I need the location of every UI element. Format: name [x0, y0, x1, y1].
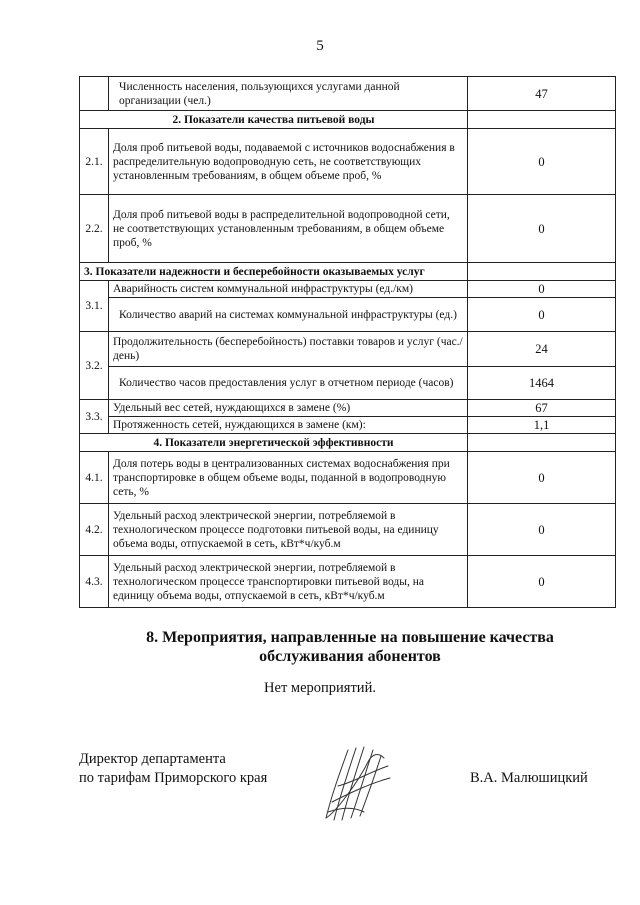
signer-title-line: по тарифам Приморского края: [79, 770, 268, 786]
table-row: [80, 298, 616, 332]
table-row: [80, 281, 616, 298]
row-label-cell: Удельный расход электрической энергии, потребляемой в технологическом процессе транспортировки питьевой воды, на единицу объема воды, отпускаемой в сеть, кВт*ч/куб.м: [109, 556, 468, 608]
row-number-cell: 2.1.: [80, 129, 109, 195]
row-number-cell: [80, 77, 109, 111]
row-label-cell: Количество аварий на системах коммунальной инфраструктуры (ед.): [109, 298, 468, 332]
row-number-cell: 4.1.: [80, 452, 109, 504]
signer-title: [79, 750, 267, 788]
row-value-cell: 1,1: [468, 417, 616, 434]
row-number-cell: 3.3.: [80, 400, 109, 434]
row-label-cell: Аварийность систем коммунальной инфраструктуры (ед./км): [109, 281, 468, 298]
page-number: 5: [316, 38, 324, 54]
table-row: [80, 77, 616, 111]
row-value-cell: 0: [468, 298, 616, 332]
indicators-table: [79, 76, 616, 608]
row-value-cell: 0: [468, 281, 616, 298]
section-8-heading: [80, 628, 620, 666]
row-number-cell: 4.2.: [80, 504, 109, 556]
table-row: [80, 332, 616, 367]
handwritten-signature: [318, 742, 398, 824]
section-title: 4. Показатели энергетической эффективности: [80, 434, 468, 452]
table-row: [80, 556, 616, 608]
row-label-cell: Доля проб питьевой воды в распределительной водопроводной сети, не соответствующих установленным требованиям, в общем объеме проб, %: [109, 195, 468, 263]
section-header-row: [80, 263, 616, 281]
row-number-cell: 3.1.: [80, 281, 109, 332]
row-number-cell: 2.2.: [80, 195, 109, 263]
row-label-cell: Доля проб питьевой воды, подаваемой с источников водоснабжения в распределительную водопроводную сеть, не соответствующих установленным требованиям, в общем объеме проб, %: [109, 129, 468, 195]
row-label-cell: Численность населения, пользующихся услугами данной организации (чел.): [109, 77, 468, 111]
row-value-cell: [468, 111, 616, 129]
section-title: 2. Показатели качества питьевой воды: [80, 111, 468, 129]
row-label-cell: Удельный вес сетей, нуждающихся в замене (%): [109, 400, 468, 417]
row-value-cell: 0: [468, 504, 616, 556]
section-8-text: Нет мероприятий.: [264, 680, 376, 696]
row-value-cell: 0: [468, 195, 616, 263]
signer-title-line: Директор департамента: [79, 751, 226, 767]
table-row: [80, 367, 616, 400]
section-8-heading-line: 8. Мероприятия, направленные на повышение качества: [146, 629, 554, 646]
row-label-cell: Количество часов предоставления услуг в отчетном периоде (часов): [109, 367, 468, 400]
row-value-cell: 24: [468, 332, 616, 367]
row-value-cell: 47: [468, 77, 616, 111]
signer-name: В.А. Малюшицкий: [470, 770, 588, 786]
row-value-cell: [468, 263, 616, 281]
table-row: [80, 452, 616, 504]
row-value-cell: 67: [468, 400, 616, 417]
section-header-row: [80, 434, 616, 452]
row-value-cell: 0: [468, 129, 616, 195]
row-value-cell: 0: [468, 452, 616, 504]
table-row: [80, 400, 616, 417]
row-label-cell: Продолжительность (бесперебойность) поставки товаров и услуг (час./день): [109, 332, 468, 367]
table-row: [80, 129, 616, 195]
table-row: [80, 195, 616, 263]
section-8-heading-line: обслуживания абонентов: [259, 648, 441, 665]
table-row: [80, 504, 616, 556]
table-row: [80, 417, 616, 434]
row-label-cell: Протяженность сетей, нуждающихся в замене (км):: [109, 417, 468, 434]
row-value-cell: [468, 434, 616, 452]
row-number-cell: 3.2.: [80, 332, 109, 400]
row-label-cell: Удельный расход электрической энергии, потребляемой в технологическом процессе подготовки питьевой воды, на единицу объема воды, отпускаемой в сеть, кВт*ч/куб.м: [109, 504, 468, 556]
section-title: 3. Показатели надежности и бесперебойности оказываемых услуг: [80, 263, 468, 281]
row-value-cell: 0: [468, 556, 616, 608]
row-label-cell: Доля потерь воды в централизованных системах водоснабжения при транспортировке в общем объеме воды, поданной в водопроводную сеть, %: [109, 452, 468, 504]
section-header-row: [80, 111, 616, 129]
row-value-cell: 1464: [468, 367, 616, 400]
row-number-cell: 4.3.: [80, 556, 109, 608]
